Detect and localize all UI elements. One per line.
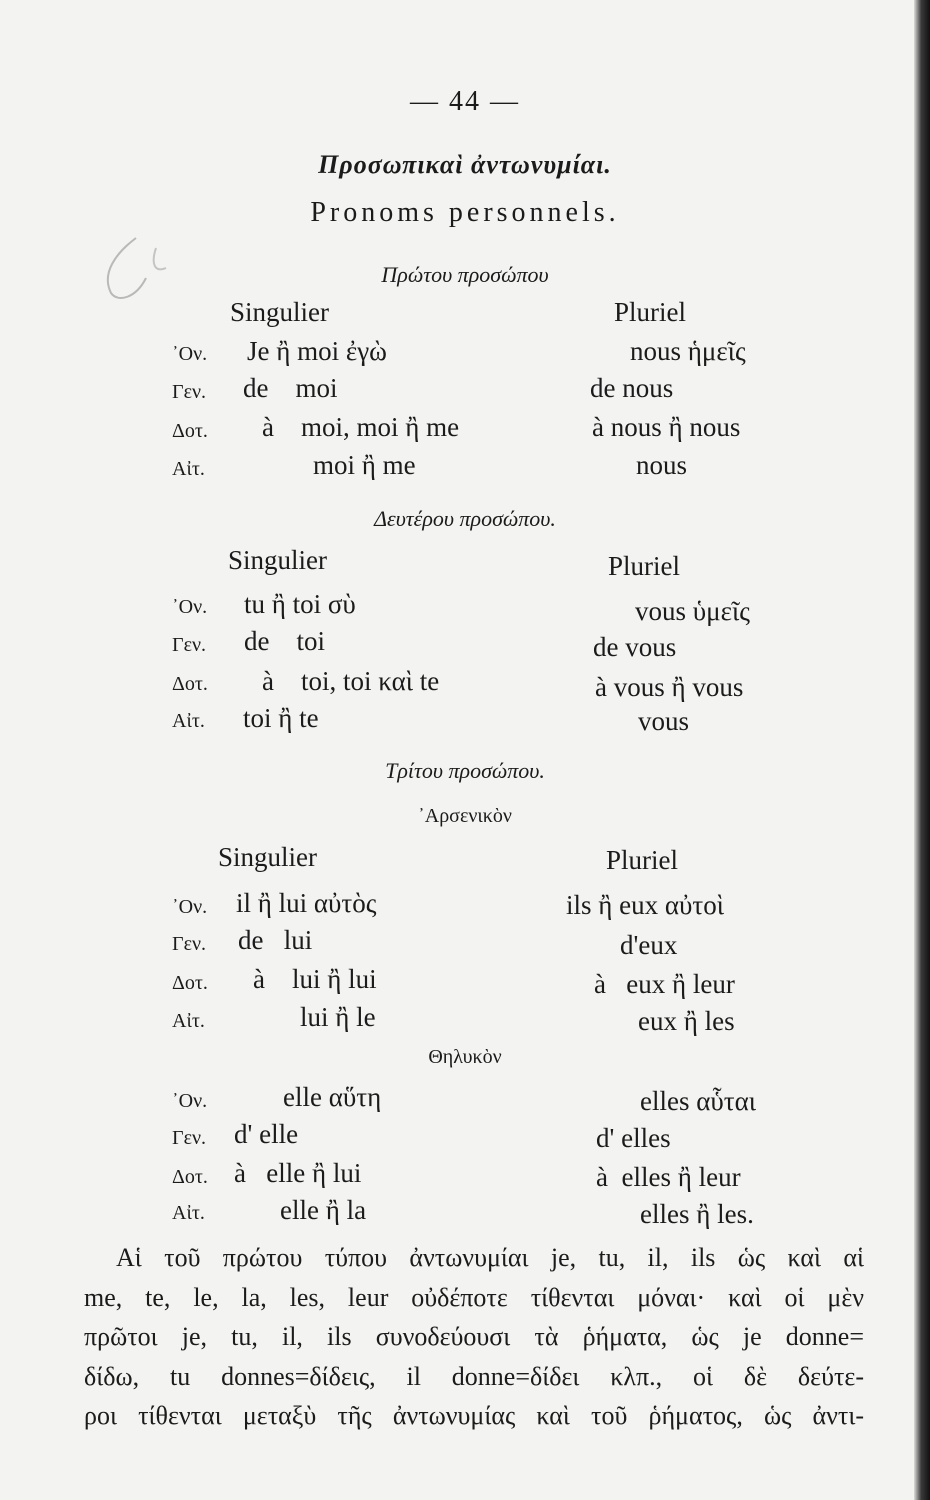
paragraph-line: me, te, le, la, les, leur οὐδέποτε τίθενται μόναι· καὶ οἱ μὲν bbox=[84, 1282, 864, 1312]
case-label: ᾿Ον. bbox=[172, 1090, 208, 1112]
case-label: Γεν. bbox=[172, 933, 207, 955]
case-label: Γεν. bbox=[172, 1127, 207, 1149]
singular-form: tu ἢ toi σὺ bbox=[244, 589, 356, 619]
case-label: ᾿Ον. bbox=[172, 596, 208, 618]
section-title-first-person: Πρώτου προσώπου bbox=[381, 262, 549, 287]
singular-form: elle αὕτη bbox=[283, 1082, 382, 1112]
singular-form: à lui ἢ lui bbox=[253, 964, 377, 994]
plural-form: vous ὑμεῖς bbox=[635, 596, 750, 626]
plural-form: à elles ἢ leur bbox=[596, 1162, 741, 1192]
singular-form: d' elle bbox=[234, 1119, 299, 1149]
heading-greek: Προσωπικαὶ ἀντωνυμίαι. bbox=[318, 150, 612, 179]
singular-form: à elle ἢ lui bbox=[234, 1158, 362, 1188]
singular-form: il ἢ lui αὐτὸς bbox=[236, 888, 377, 918]
case-label: Δοτ. bbox=[172, 673, 208, 695]
plural-form: à eux ἢ leur bbox=[594, 969, 735, 999]
plural-form: à nous ἢ nous bbox=[592, 412, 741, 442]
plural-form: d' elles bbox=[596, 1123, 671, 1153]
case-label: ᾿Ον. bbox=[172, 343, 208, 365]
singular-form: à moi, moi ἢ me bbox=[262, 412, 460, 442]
singular-form: Je ἢ moi ἐγὼ bbox=[247, 336, 387, 366]
singular-form: moi ἢ me bbox=[313, 450, 416, 480]
plural-form: à vous ἢ vous bbox=[595, 672, 744, 702]
plural-header: Pluriel bbox=[606, 845, 678, 875]
case-label: ᾿Ον. bbox=[172, 896, 208, 918]
heading-french: Pronoms personnels. bbox=[310, 197, 620, 228]
case-label: Γεν. bbox=[172, 634, 207, 656]
plural-header: Pluriel bbox=[608, 551, 680, 581]
singular-form: elle ἢ la bbox=[280, 1195, 367, 1225]
plural-form: elles αὗται bbox=[640, 1086, 757, 1116]
plural-form: ils ἢ eux αὐτοὶ bbox=[566, 890, 724, 920]
singular-form: de toi bbox=[244, 626, 325, 656]
gender-masculine: ᾿Αρσενικὸν bbox=[418, 805, 512, 827]
plural-form: de vous bbox=[593, 632, 677, 662]
singular-header: Singulier bbox=[218, 842, 317, 872]
plural-form: d'eux bbox=[620, 930, 678, 960]
section-title-second-person: Δευτέρου προσώπου. bbox=[374, 506, 556, 531]
case-label: Αἰτ. bbox=[172, 458, 205, 480]
singular-form: à toi, toi καὶ te bbox=[262, 666, 440, 696]
case-label: Δοτ. bbox=[172, 420, 208, 442]
plural-form: elles ἢ les. bbox=[640, 1199, 754, 1229]
case-label: Δοτ. bbox=[172, 1166, 208, 1188]
case-label: Γεν. bbox=[172, 381, 207, 403]
plural-form: vous bbox=[638, 706, 690, 736]
plural-form: nous ἡμεῖς bbox=[630, 336, 746, 366]
singular-header: Singulier bbox=[230, 297, 329, 327]
plural-form: nous bbox=[636, 450, 688, 480]
gender-feminine: Θηλυκὸν bbox=[428, 1046, 502, 1068]
singular-form: de lui bbox=[238, 925, 313, 955]
paragraph-line: δίδω, tu donnes=δίδεις, il donne=δίδει κλπ., οἱ δὲ δεύτε- bbox=[84, 1361, 864, 1391]
case-label: Δοτ. bbox=[172, 972, 208, 994]
plural-form: de nous bbox=[590, 373, 674, 403]
case-label: Αἰτ. bbox=[172, 1010, 205, 1032]
singular-form: lui ἢ le bbox=[300, 1002, 376, 1032]
singular-form: de moi bbox=[243, 373, 338, 403]
paragraph-line: πρῶτοι je, tu, il, ils συνοδεύουσι τὰ ῥήματα, ὡς je donne= bbox=[84, 1322, 864, 1351]
plural-header: Pluriel bbox=[614, 297, 686, 327]
paragraph-line: ροι τίθενται μεταξὺ τῆς ἀντωνυμίας καὶ τοῦ ῥήματος, ὡς ἀντι- bbox=[84, 1401, 864, 1430]
singular-header: Singulier bbox=[228, 545, 327, 575]
singular-form: toi ἢ te bbox=[243, 703, 319, 733]
plural-form: eux ἢ les bbox=[638, 1006, 735, 1036]
section-title-third-person: Τρίτου προσώπου. bbox=[385, 758, 545, 783]
case-label: Αἰτ. bbox=[172, 710, 205, 732]
case-label: Αἰτ. bbox=[172, 1202, 205, 1224]
paragraph-line: Αἱ τοῦ πρώτου τύπου ἀντωνυμίαι je, tu, il, ils ὡς καὶ αἱ bbox=[116, 1243, 864, 1272]
page-number: — 44 — bbox=[410, 86, 520, 117]
body-paragraph bbox=[84, 1238, 864, 1436]
